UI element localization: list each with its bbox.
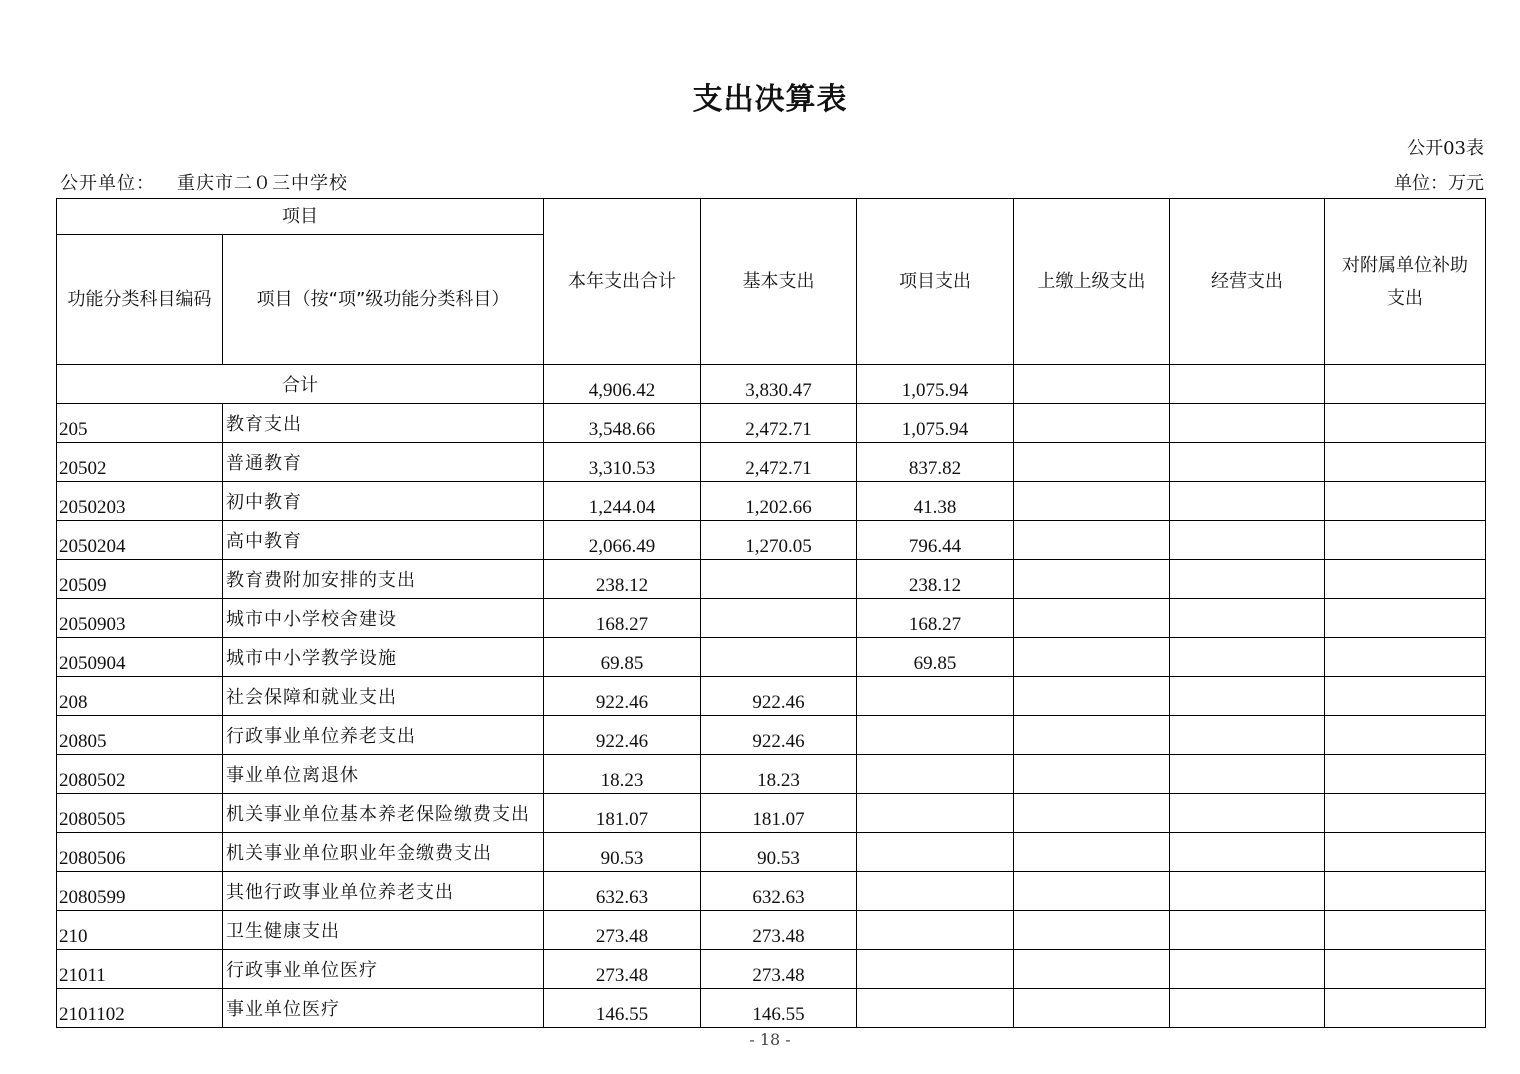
table-row: [57, 482, 1486, 521]
row-code: 2050204: [57, 521, 223, 560]
expenditure-table: [56, 198, 1486, 1028]
row-subsidy: [1325, 833, 1486, 872]
row-basic: 922.46: [701, 716, 857, 755]
row-basic: 90.53: [701, 833, 857, 872]
row-business: [1170, 560, 1325, 599]
table-row: [57, 989, 1486, 1028]
row-project: 69.85: [857, 638, 1014, 677]
row-project: 1,075.94: [857, 404, 1014, 443]
row-upper: [1014, 911, 1170, 950]
row-total: 3,310.53: [544, 443, 701, 482]
row-business: [1170, 950, 1325, 989]
row-upper: [1014, 989, 1170, 1028]
row-business: [1170, 755, 1325, 794]
header-project-expenditure: 项目支出: [857, 199, 1014, 365]
row-name: 教育支出: [223, 404, 544, 443]
row-upper: [1014, 599, 1170, 638]
row-name: 行政事业单位养老支出: [223, 716, 544, 755]
row-name: 城市中小学校舍建设: [223, 599, 544, 638]
row-name: 行政事业单位医疗: [223, 950, 544, 989]
page-number: - 18 -: [749, 1030, 791, 1049]
row-name: 城市中小学教学设施: [223, 638, 544, 677]
row-project: 41.38: [857, 482, 1014, 521]
row-code: 2080599: [57, 872, 223, 911]
row-name: 普通教育: [223, 443, 544, 482]
row-upper: [1014, 872, 1170, 911]
row-subsidy: [1325, 521, 1486, 560]
table-row: [57, 404, 1486, 443]
total-row: [57, 365, 1486, 404]
row-name: 事业单位医疗: [223, 989, 544, 1028]
row-name: 初中教育: [223, 482, 544, 521]
row-total: 18.23: [544, 755, 701, 794]
row-business: [1170, 872, 1325, 911]
row-basic: 2,472.71: [701, 443, 857, 482]
row-basic: [701, 638, 857, 677]
row-code: 21011: [57, 950, 223, 989]
row-upper: [1014, 794, 1170, 833]
table-row: [57, 521, 1486, 560]
row-project: [857, 950, 1014, 989]
header-item: 项目（按“项”级功能分类科目）: [223, 235, 544, 365]
row-basic: 922.46: [701, 677, 857, 716]
row-project: [857, 716, 1014, 755]
row-business: [1170, 599, 1325, 638]
row-code: 2080506: [57, 833, 223, 872]
total-label: 合计: [57, 365, 544, 404]
header-upper-level: 上缴上级支出: [1014, 199, 1170, 365]
row-subsidy: [1325, 443, 1486, 482]
row-subsidy: [1325, 872, 1486, 911]
total-sum: 4,906.42: [544, 365, 701, 404]
row-name: 教育费附加安排的支出: [223, 560, 544, 599]
row-project: 796.44: [857, 521, 1014, 560]
row-project: [857, 677, 1014, 716]
header-business: 经营支出: [1170, 199, 1325, 365]
header-project: 项目: [57, 199, 544, 235]
row-project: [857, 911, 1014, 950]
row-upper: [1014, 755, 1170, 794]
row-basic: 181.07: [701, 794, 857, 833]
row-basic: 273.48: [701, 950, 857, 989]
row-basic: 2,472.71: [701, 404, 857, 443]
row-upper: [1014, 716, 1170, 755]
row-business: [1170, 911, 1325, 950]
row-upper: [1014, 950, 1170, 989]
row-name: 机关事业单位基本养老保险缴费支出: [223, 794, 544, 833]
row-name: 机关事业单位职业年金缴费支出: [223, 833, 544, 872]
header-code: 功能分类科目编码: [57, 235, 223, 365]
row-name: 社会保障和就业支出: [223, 677, 544, 716]
table-row: [57, 599, 1486, 638]
row-code: 210: [57, 911, 223, 950]
row-business: [1170, 521, 1325, 560]
row-subsidy: [1325, 794, 1486, 833]
row-total: 3,548.66: [544, 404, 701, 443]
row-business: [1170, 443, 1325, 482]
row-subsidy: [1325, 950, 1486, 989]
row-name: 卫生健康支出: [223, 911, 544, 950]
row-code: 20509: [57, 560, 223, 599]
row-subsidy: [1325, 482, 1486, 521]
row-subsidy: [1325, 911, 1486, 950]
row-subsidy: [1325, 599, 1486, 638]
row-basic: 273.48: [701, 911, 857, 950]
money-unit: 单位：万元: [1394, 173, 1484, 194]
row-total: 273.48: [544, 950, 701, 989]
row-basic: 1,202.66: [701, 482, 857, 521]
row-project: 238.12: [857, 560, 1014, 599]
row-total: 69.85: [544, 638, 701, 677]
row-total: 90.53: [544, 833, 701, 872]
row-code: 2080502: [57, 755, 223, 794]
row-total: 168.27: [544, 599, 701, 638]
row-basic: 632.63: [701, 872, 857, 911]
row-name: 其他行政事业单位养老支出: [223, 872, 544, 911]
form-number: 公开03表: [1407, 138, 1484, 159]
publishing-unit: [60, 169, 348, 195]
row-business: [1170, 638, 1325, 677]
total-project: 1,075.94: [857, 365, 1014, 404]
row-basic: [701, 560, 857, 599]
table-row: [57, 560, 1486, 599]
row-project: [857, 989, 1014, 1028]
row-name: 高中教育: [223, 521, 544, 560]
row-upper: [1014, 833, 1170, 872]
row-business: [1170, 794, 1325, 833]
row-upper: [1014, 677, 1170, 716]
row-upper: [1014, 638, 1170, 677]
table-row: [57, 677, 1486, 716]
table-row: [57, 443, 1486, 482]
row-business: [1170, 833, 1325, 872]
header-subsidy: [1325, 199, 1486, 365]
header-subsidy-line2: 支出: [1387, 287, 1423, 309]
row-project: [857, 755, 1014, 794]
header-basic: 基本支出: [701, 199, 857, 365]
table-row: [57, 872, 1486, 911]
row-upper: [1014, 443, 1170, 482]
row-code: 208: [57, 677, 223, 716]
total-business: [1170, 365, 1325, 404]
row-code: 20805: [57, 716, 223, 755]
row-code: 20502: [57, 443, 223, 482]
table-row: [57, 911, 1486, 950]
total-basic: 3,830.47: [701, 365, 857, 404]
row-total: 146.55: [544, 989, 701, 1028]
row-project: [857, 794, 1014, 833]
row-business: [1170, 677, 1325, 716]
row-basic: 18.23: [701, 755, 857, 794]
row-total: 238.12: [544, 560, 701, 599]
row-total: 273.48: [544, 911, 701, 950]
row-total: 922.46: [544, 677, 701, 716]
row-subsidy: [1325, 755, 1486, 794]
table-row: [57, 716, 1486, 755]
row-project: 168.27: [857, 599, 1014, 638]
row-total: 922.46: [544, 716, 701, 755]
row-code: 2050904: [57, 638, 223, 677]
row-total: 1,244.04: [544, 482, 701, 521]
total-upper: [1014, 365, 1170, 404]
row-business: [1170, 989, 1325, 1028]
row-project: [857, 872, 1014, 911]
row-total: 2,066.49: [544, 521, 701, 560]
table-row: [57, 755, 1486, 794]
row-upper: [1014, 404, 1170, 443]
row-code: 2101102: [57, 989, 223, 1028]
table-row: [57, 950, 1486, 989]
row-business: [1170, 404, 1325, 443]
row-name: 事业单位离退休: [223, 755, 544, 794]
row-code: 205: [57, 404, 223, 443]
row-business: [1170, 482, 1325, 521]
row-upper: [1014, 521, 1170, 560]
total-subsidy: [1325, 365, 1486, 404]
row-subsidy: [1325, 638, 1486, 677]
row-code: 2080505: [57, 794, 223, 833]
table-row: [57, 638, 1486, 677]
publishing-unit-name: 重庆市二０三中学校: [177, 173, 348, 194]
page-title: 支出决算表: [692, 82, 848, 117]
table-row: [57, 833, 1486, 872]
row-subsidy: [1325, 989, 1486, 1028]
row-business: [1170, 716, 1325, 755]
row-code: 2050903: [57, 599, 223, 638]
row-upper: [1014, 560, 1170, 599]
row-subsidy: [1325, 677, 1486, 716]
row-subsidy: [1325, 716, 1486, 755]
row-subsidy: [1325, 404, 1486, 443]
row-upper: [1014, 482, 1170, 521]
table-row: [57, 794, 1486, 833]
row-total: 632.63: [544, 872, 701, 911]
row-basic: 1,270.05: [701, 521, 857, 560]
header-total: 本年支出合计: [544, 199, 701, 365]
row-basic: [701, 599, 857, 638]
row-project: [857, 833, 1014, 872]
row-code: 2050203: [57, 482, 223, 521]
row-total: 181.07: [544, 794, 701, 833]
row-subsidy: [1325, 560, 1486, 599]
publishing-unit-label: 公开单位：: [60, 173, 155, 194]
row-basic: 146.55: [701, 989, 857, 1028]
row-project: 837.82: [857, 443, 1014, 482]
header-subsidy-line1: 对附属单位补助: [1342, 254, 1468, 276]
